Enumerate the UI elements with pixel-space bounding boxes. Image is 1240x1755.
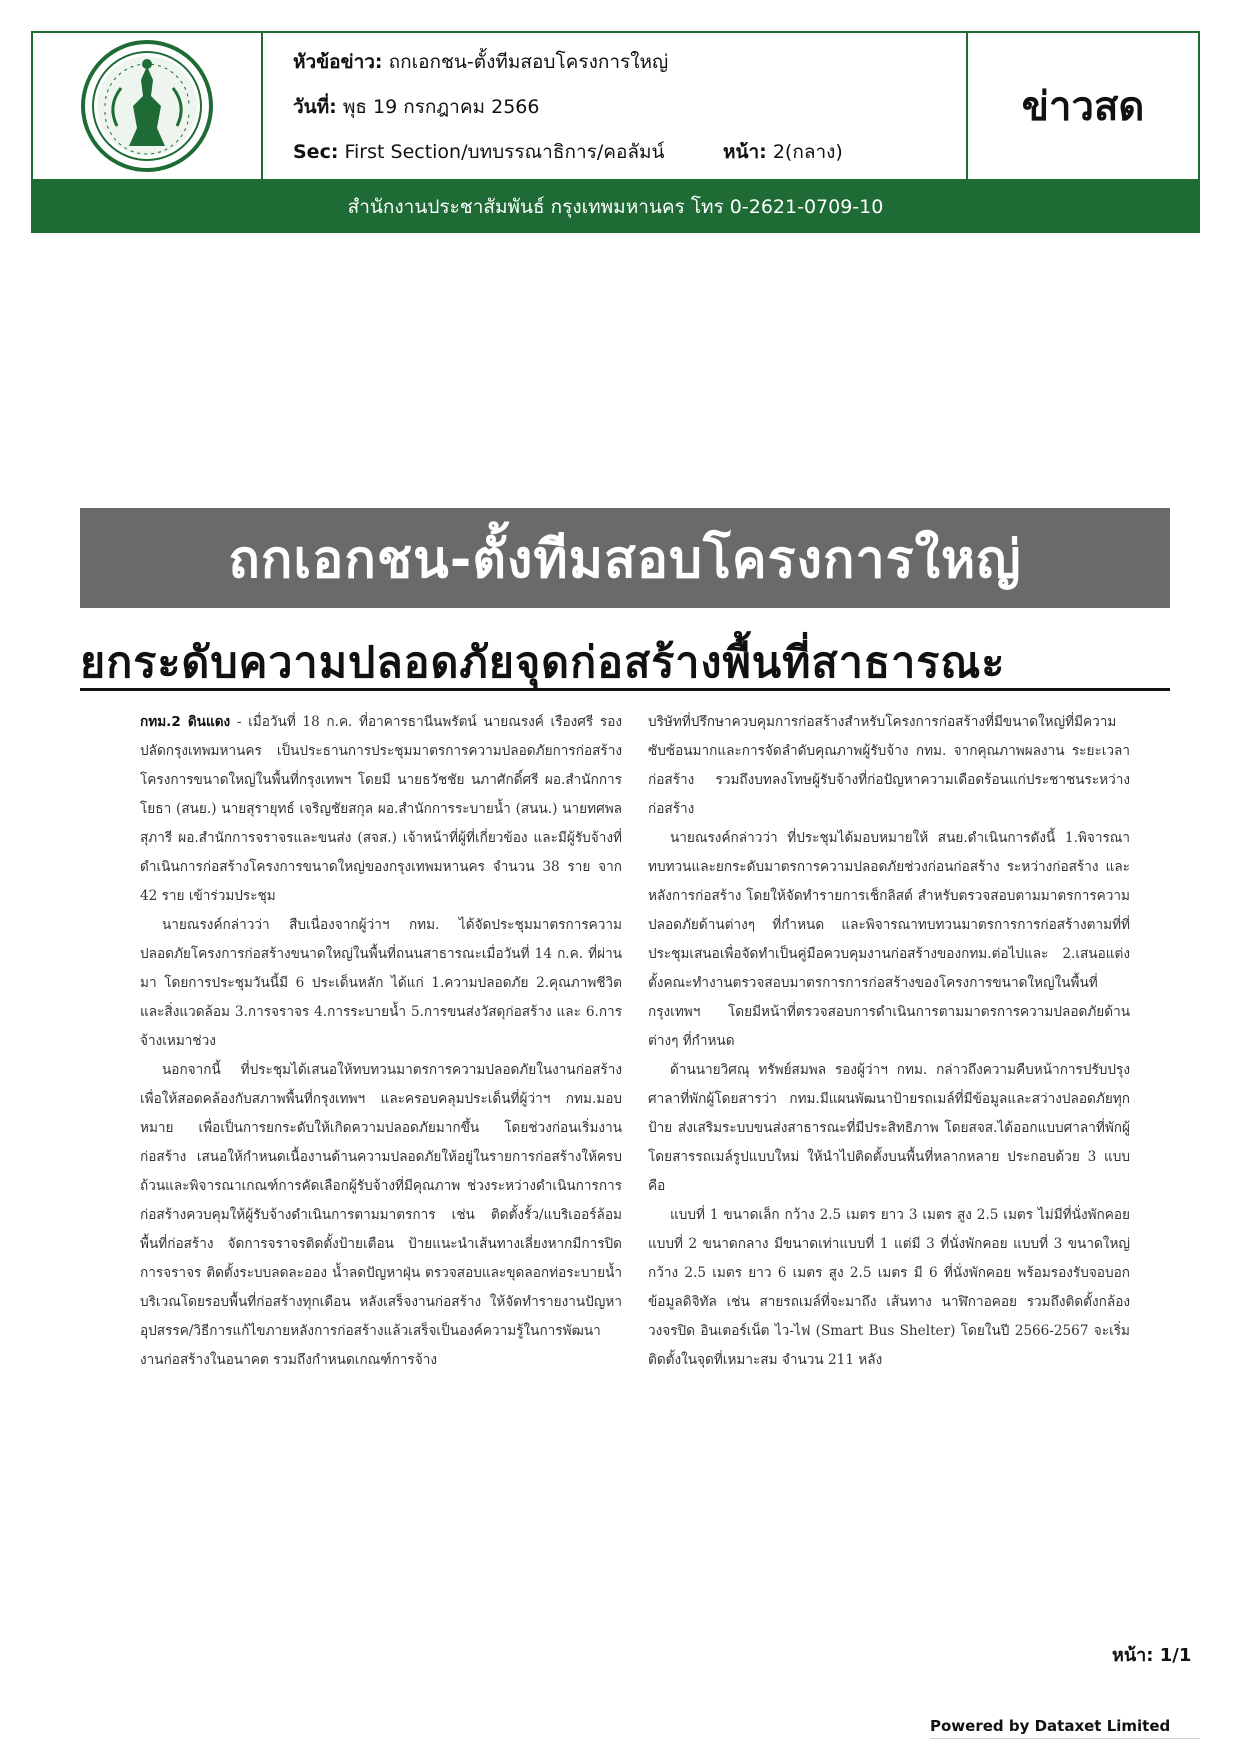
clipping-header: [31, 31, 1200, 181]
page-label: หน้า:: [723, 141, 767, 163]
paragraph-7: แบบที่ 1 ขนาดเล็ก กว้าง 2.5 เมตร ยาว 3 เมตร สูง 2.5 เมตร ไม่มีที่นั่งพักคอย แบบที่ 2 ขนาดกลาง มีขนาดเท่าแบบที่ 1 แต่มี 3 ที่นั่งพักคอย แบบที่ 3 ขนาดใหญ่ กว้าง 2.5 เมตร ยาว 6 เมตร สูง 2.5 เมตร มี 6 ที่นั่งพักคอย พร้อมรองรับจอบอกข้อมูลดิจิทัล เช่น สายรถเมล์ที่จะมาถึง เส้นทาง นาฬิกาอคอย รวมถึงติดตั้งกล้องวงจรปิด อินเตอร์เน็ต ไว-ไฟ (Smart Bus Shelter) โดยในปี 2566-2567 จะเริ่มติดตั้งในจุดที่เหมาะสม จำนวน 211 หลัง: [648, 1207, 1130, 1368]
paragraph-1: [140, 708, 622, 911]
paragraph-6: ด้านนายวิศณุ ทรัพย์สมพล รองผู้ว่าฯ กทม. กล่าวถึงความคืบหน้าการปรับปรุงศาลาที่พักผู้โดยสารว่า กทม.มีแผนพัฒนาป้ายรถเมล์ที่มีข้อมูลและสว่างปลอดภัยทุกป้าย ส่งเสริมระบบขนส่งสาธารณะที่มีประสิทธิภาพ โดยสจส.ได้ออกแบบศาลาที่พักผู้โดยสารรถเมล์รูปแบบใหม่ ให้นำไปติดตั้งบนพื้นที่หลากหลาย ประกอบด้วย 3 แบบคือ: [648, 1062, 1130, 1194]
paragraph-4: บริษัทที่ปรึกษาควบคุมการก่อสร้างสำหรับโครงการก่อสร้างที่มีขนาดใหญ่ที่มีความซับซ้อนมากและการจัดลำดับคุณภาพผู้รับจ้าง กทม. จากคุณภาพผลงาน ระยะเวลาก่อสร้าง รวมถึงบทลงโทษผู้รับจ้างที่ก่อปัญหาความเดือดร้อนแก่ประชาชนระหว่างก่อสร้าง: [648, 714, 1130, 817]
headline-row: [293, 47, 966, 92]
footer-rule: [930, 1738, 1200, 1739]
dateline: กทม.2 ดินแดง: [140, 714, 231, 730]
date-label: วันที่:: [293, 96, 337, 118]
sec-label: Sec:: [293, 141, 339, 163]
subheadline: ยกระดับความปลอดภัยจุดก่อสร้างพื้นที่สาธารณะ: [80, 638, 1006, 688]
paragraph-2: นายณรงค์กล่าวว่า สืบเนื่องจากผู้ว่าฯ กทม. ได้จัดประชุมมาตรการความปลอดภัยโครงการก่อสร้างขนาดใหญ่ในพื้นที่ถนนสาธารณะเมื่อวันที่ 14 ก.ค. ที่ผ่านมา โดยการประชุมวันนี้มี 6 ประเด็นหลัก ได้แก่ 1.ความปลอดภัย 2.คุณภาพชีวิตและสิ่งแวดล้อม 3.การจราจร 4.การระบายน้ำ 5.การขนส่งวัสดุก่อสร้าง และ 6.การจ้างเหมาช่วง: [140, 917, 622, 1049]
sec-value: First Section/บทบรรณาธิการ/คอลัมน์: [344, 141, 665, 163]
date-value: พุธ 19 กรกฎาคม 2566: [342, 96, 540, 118]
headline: ถกเอกชน-ตั้งทีมสอบโครงการใหญ่: [228, 529, 1022, 590]
section-row: [293, 137, 966, 182]
article-column-right: [648, 708, 1130, 1375]
news-type: ข่าวสด: [1021, 84, 1145, 130]
powered-by: Powered by Dataxet Limited: [930, 1717, 1171, 1735]
date-row: [293, 92, 966, 137]
paragraph-3: นอกจากนี้ ที่ประชุมได้เสนอให้ทบทวนมาตรการความปลอดภัยในงานก่อสร้างเพื่อให้สอดคล้องกับสภาพพื้นที่กรุงเทพฯ และครอบคลุมประเด็นที่ผู้ว่าฯ กทม.มอบหมาย เพื่อเป็นการยกระดับให้เกิดความปลอดภัยมากขึ้น โดยช่วงก่อนเริ่มงานก่อสร้าง เสนอให้กำหนดเนื้องานด้านความปลอดภัยให้อยู่ในรายการก่อสร้างให้ครบถ้วนและพิจารณาเกณฑ์การคัดเลือกผู้รับจ้างที่มีคุณภาพ ช่วงระหว่างดำเนินการการก่อสร้างควบคุมให้ผู้รับจ้างดำเนินการตามมาตรการ เช่น ติดตั้งรั้ว/แบริเออร์ล้อมพื้นที่ก่อสร้าง จัดการจราจรติดตั้งป้ายเตือน ป้ายแนะนำเส้นทางเลี่ยงหากมีการปิดการจราจร ติดตั้งระบบลดละออง น้ำลดปัญหาฝุ่น ตรวจสอบและขุดลอกท่อระบายน้ำบริเวณโดยรอบพื้นที่ก่อสร้างทุกเดือน หลังเสร็จงานก่อสร้าง ให้จัดทำรายงานปัญหาอุปสรรค/วิธีการแก้ไขภายหลังการก่อสร้างแล้วเสร็จเป็นองค์ความรู้ในการพัฒนางานก่อสร้างในอนาคต รวมถึงกำหนดเกณฑ์การจ้าง: [140, 1062, 622, 1368]
article-column-left: [140, 708, 622, 1375]
paragraph-5: นายณรงค์กล่าวว่า ที่ประชุมได้มอบหมายให้ สนย.ดำเนินการดังนี้ 1.พิจารณาทบทวนและยกระดับมาตรการความปลอดภัยช่วงก่อนก่อสร้าง ระหว่างก่อสร้าง และหลังการก่อสร้าง โดยให้จัดทำรายการเช็กลิสต์ สำหรับตรวจสอบตามมาตรการความปลอดภัยด้านต่างๆ ที่กำหนด และพิจารณาทบทวนมาตรการการก่อสร้างตามที่ที่ประชุมเสนอเพื่อจัดทำเป็นคู่มือควบคุมงานก่อสร้างของกทม.ต่อไปและ 2.เสนอแต่งตั้งคณะทำงานตรวจสอบมาตรการการก่อสร้างของโครงการขนาดใหญ่ในพื้นที่กรุงเทพฯ โดยมีหน้าที่ตรวจสอบการดำเนินการตามมาตรการความปลอดภัยด้านต่างๆ ที่กำหนด: [648, 830, 1130, 1049]
logo-cell: [33, 33, 263, 179]
paragraph-1-text: - เมื่อวันที่ 18 ก.ค. ที่อาคารธานีนพรัตน์ นายณรงค์ เรืองศรี รองปลัดกรุงเทพมหานคร เป็นประธานการประชุมมาตรการความปลอดภัยการก่อสร้างโครงการขนาดใหญ่ในพื้นที่กรุงเทพฯ โดยมี นายธวัชชัย นภาศักดิ์ศรี ผอ.สำนักการโยธา (สนย.) นายสุรายุทธ์ เจริญชัยสกุล ผอ.สำนักการระบายน้ำ (สนน.) นายทศพล สุภารี ผอ.สำนักการจราจรและขนส่ง (สจส.) เจ้าหน้าที่ผู้ที่เกี่ยวข้อง และมีผู้รับจ้างที่ดำเนินการก่อสร้างโครงการขนาดใหญ่ของกรุงเทพมหานคร จำนวน 38 ราย จาก 42 ราย เข้าร่วมประชุม: [140, 714, 622, 904]
title-label: หัวข้อข่าว:: [293, 51, 383, 73]
headline-banner: [80, 508, 1170, 608]
page-value: 2(กลาง): [772, 141, 843, 163]
office-contact-bar: สำนักงานประชาสัมพันธ์ กรุงเทพมหานคร โทร 0-2621-0709-10: [31, 181, 1200, 233]
subheadline-rule: [80, 688, 1170, 691]
page-ref: [723, 137, 843, 167]
info-cell: [263, 33, 968, 179]
page-counter: หน้า: 1/1: [1112, 1645, 1192, 1666]
title-value: ถกเอกชน-ตั้งทีมสอบโครงการใหญ่: [388, 51, 669, 73]
bangkok-seal-icon: [77, 36, 217, 176]
